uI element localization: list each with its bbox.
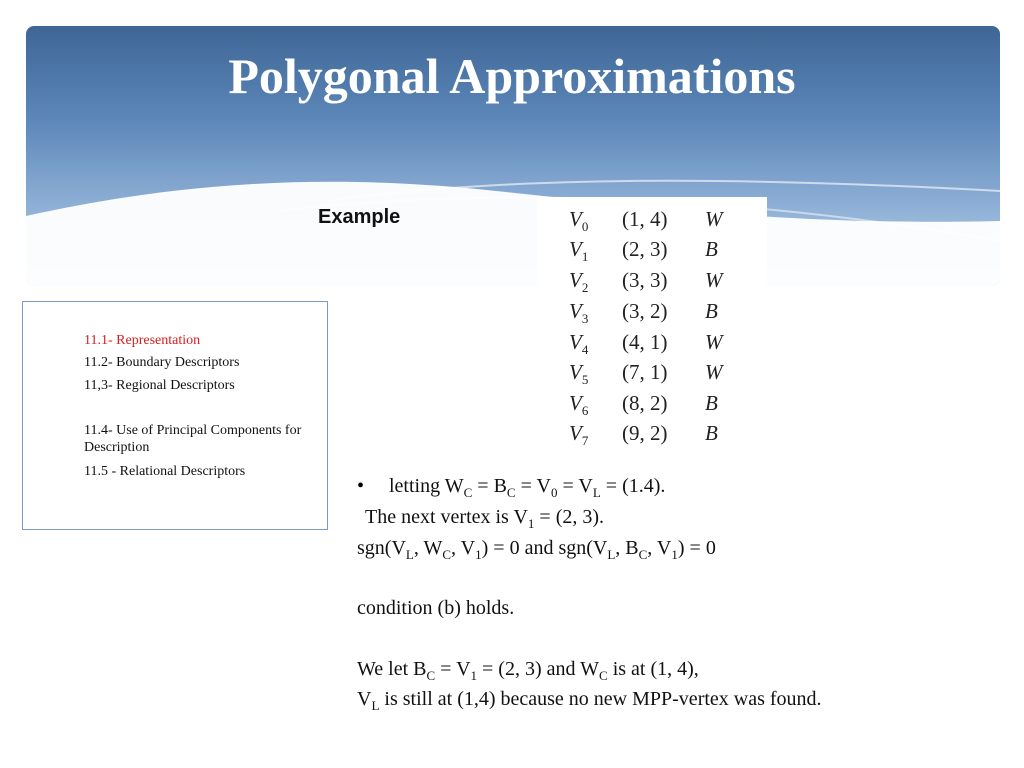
example-label: Example <box>318 206 401 228</box>
body-line-3: $sgn(V_L$, $W_C$, $V_1) = 0$ and $sgn(V_L$, $B_C$, $V_1) = 0$ <box>357 537 716 562</box>
body-line-2: The next vertex is $V_1 = (2$, 3). <box>365 506 605 531</box>
body-line-4: condition (b) holds. <box>357 597 515 619</box>
bullet-icon: • <box>357 475 365 497</box>
vertex-row: $V_7$ (9, 2) B <box>569 421 718 449</box>
vertex-row: $V_6$ (8, 2) B <box>569 391 718 419</box>
toc-item-regional[interactable]: 11,3- Regional Descriptors <box>84 378 235 393</box>
vertex-row: $V_2$ (3, 3) W <box>569 268 723 296</box>
toc-item-principal-components[interactable]: 11.4- Use of Principal Components for Description <box>84 423 302 455</box>
vertex-row: $V_4$ (4, 1) W <box>569 330 723 358</box>
vertex-table <box>537 197 767 459</box>
toc-item-boundary[interactable]: 11.2- Boundary Descriptors <box>84 355 240 370</box>
vertex-row: $V_0$ (1, 4) W <box>569 207 723 235</box>
chapter-toc <box>22 301 328 530</box>
page-title: Polygonal Approximations <box>228 48 796 104</box>
toc-item-representation[interactable]: 11.1- Representation <box>84 333 201 348</box>
vertex-row: $V_5$ (7, 1) W <box>569 360 723 388</box>
vertex-row: $V_3$ (3, 2) B <box>569 299 718 327</box>
vertex-row: $V_1$ (2, 3) B <box>569 237 718 265</box>
toc-item-relational[interactable]: 11.5 - Relational Descriptors <box>84 464 246 479</box>
body-line-1: letting $W_C = B_C = V_0 = V_L = (1.4)$. <box>389 475 666 500</box>
body-line-6: $V_L$ is still at (1,4) because no new MPP-vertex was found. <box>357 688 822 713</box>
body-line-5: We let $B_C = V_1 = (2$, 3) and $W_C$ is at (1, 4), <box>357 658 699 683</box>
